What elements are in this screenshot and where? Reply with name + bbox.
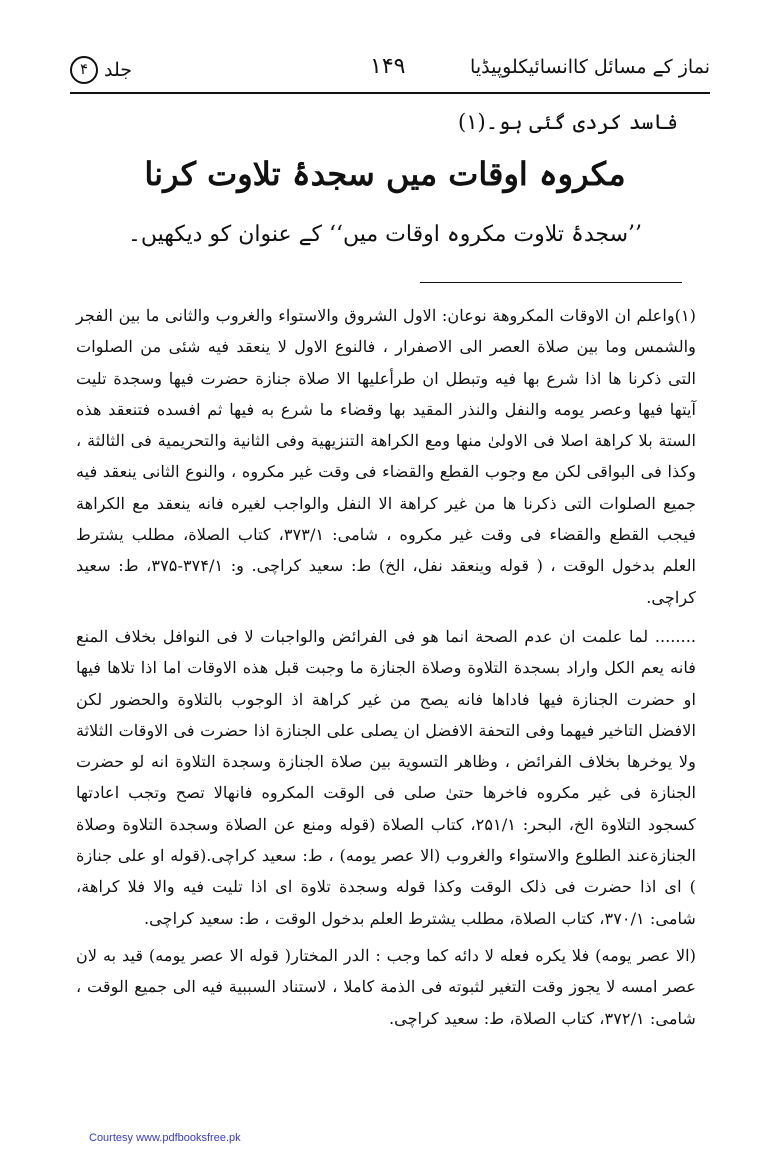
header-rule: [70, 92, 710, 94]
footnote-3: (الا عصر یومه) فلا یکره فعله لا دائه کما وجب : الدر المختار( قوله الا عصر یومه) قید به لان عصر امسه لا یجوز وقت التغیر لثبوته فی الذمة کاملا ، لاستناد السببیة فیه الی جمیع الوقت ، شامی: ۳۷۲/۱، کتاب الصلاة، ط: سعید کراچی.: [76, 945, 696, 1028]
footnotes-block: [76, 300, 696, 1034]
page-number: ۱۴۹: [370, 54, 406, 79]
footnote-separator: [420, 282, 682, 283]
footnote-2: ........ لما علمت ان عدم الصحة انما هو فی الفرائض والواجبات لا فی النوافل بخلاف المنع فانه یعم الکل واراد بسجدة التلاوة وصلاة الجنازة ما وجبت قبل هذه الاوقات اما اذا تلاها فیها او حضرت الجنازة فیها فاداها فانه یصح من غیر کراهة اذ الوجوب بالتلاوة والحضور لکن الافضل التاخیر فیهما وفی التحفة الافضل ان یصلی علی الجنازة اذا حضرت فی الاوقات الثلاثة ولا یوخرها بخلاف الفرائض ، وظاهر التسویة بین صلاة الجنازة وسجدة التلاوة انه لو حضرت الجنازة فی غیر مکروه فاخرها حتیٰ صلی فی الوقت المکروه فانهالا تصح وتجب اعادتها کسجود التلاوة الخ، البحر: ۲۵۱/۱، کتاب الصلاة (قوله ومنع عن الصلاة وسجدة التلاوة وصلاة الجنازةعند الطلوع والاستواء والغروب (الا عصر یومه) ، ط: سعید کراچی.(قوله او علی جنازة ) ای اذا حضرت فی ذلک الوقت وکذا قوله وسجدة تلاوة ای اذا تلیت فیه والا فلا کراهة، شامی: ۳۷۰/۱، کتاب الصلاة، مطلب یشترط العلم بدخول الوقت ، ط: سعید کراچی.: [76, 626, 696, 928]
volume-label-group: [70, 56, 132, 84]
footnote-1: (۱)واعلم ان الاوقات المکروهة نوعان: الاول الشروق والاستواء والغروب والثانی ما بین الفجر والشمس وما بین صلاة العصر الی الاصفرار ، فالنوع الاول لا ینعقد فیه شئی من الصلوات التی ذکرنا ها اذا شرع بها فیه وتبطل ان طرأعلیها الا صلاة جنازة حضرت فیها وسجدة تلیت آیتها فیها وعصر یومه والنفل والنذر المقید بها وقضاء ما شرع به فیها ثم افسده فتنعقد هذه الستة بلا کراهة اصلا فی الاولیٰ منها ومع الکراهة التنزیهیة وفی الثانیة والتحریمیة فی الثالثة ، وکذا فی البواقی لکن مع وجوب القطع والقضاء فی وقت غیر مکروه ، والنوع الثانی ینعقد فیه جمیع الصلوات التی ذکرنا ها من غیر کراهة الا النفل والواجب لغیره فانه ینعقد مع الکراهة فیجب القطع والقضاء فی وقت غیر مکروه ، شامی: ۳۷۳/۱، کتاب الصلاة، مطلب یشترط العلم بدخول الوقت ، ( قوله وینعقد نفل، الخ) ط: سعید کراچی. و: ۳۷۴/۱-۳۷۵، ط: سعید کراچی.: [76, 306, 697, 607]
volume-number: ۴: [70, 56, 98, 84]
volume-label: جلد: [104, 59, 133, 81]
section-subtitle: ’’سجدۂ تلاوت مکروہ اوقات میں‘‘ کے عنوان کو دیکھیں۔: [127, 222, 643, 247]
page-header: [70, 52, 710, 92]
courtesy-credit: Courtesy www.pdfbooksfree.pk: [89, 1132, 241, 1144]
intro-line: فاسد کردی گئی ہو۔(۱): [458, 110, 678, 134]
section-title: مکروہ اوقات میں سجدۂ تلاوت کرنا: [144, 155, 626, 193]
book-title: نماز کے مسائل کاانسائیکلوپیڈیا: [470, 56, 710, 78]
